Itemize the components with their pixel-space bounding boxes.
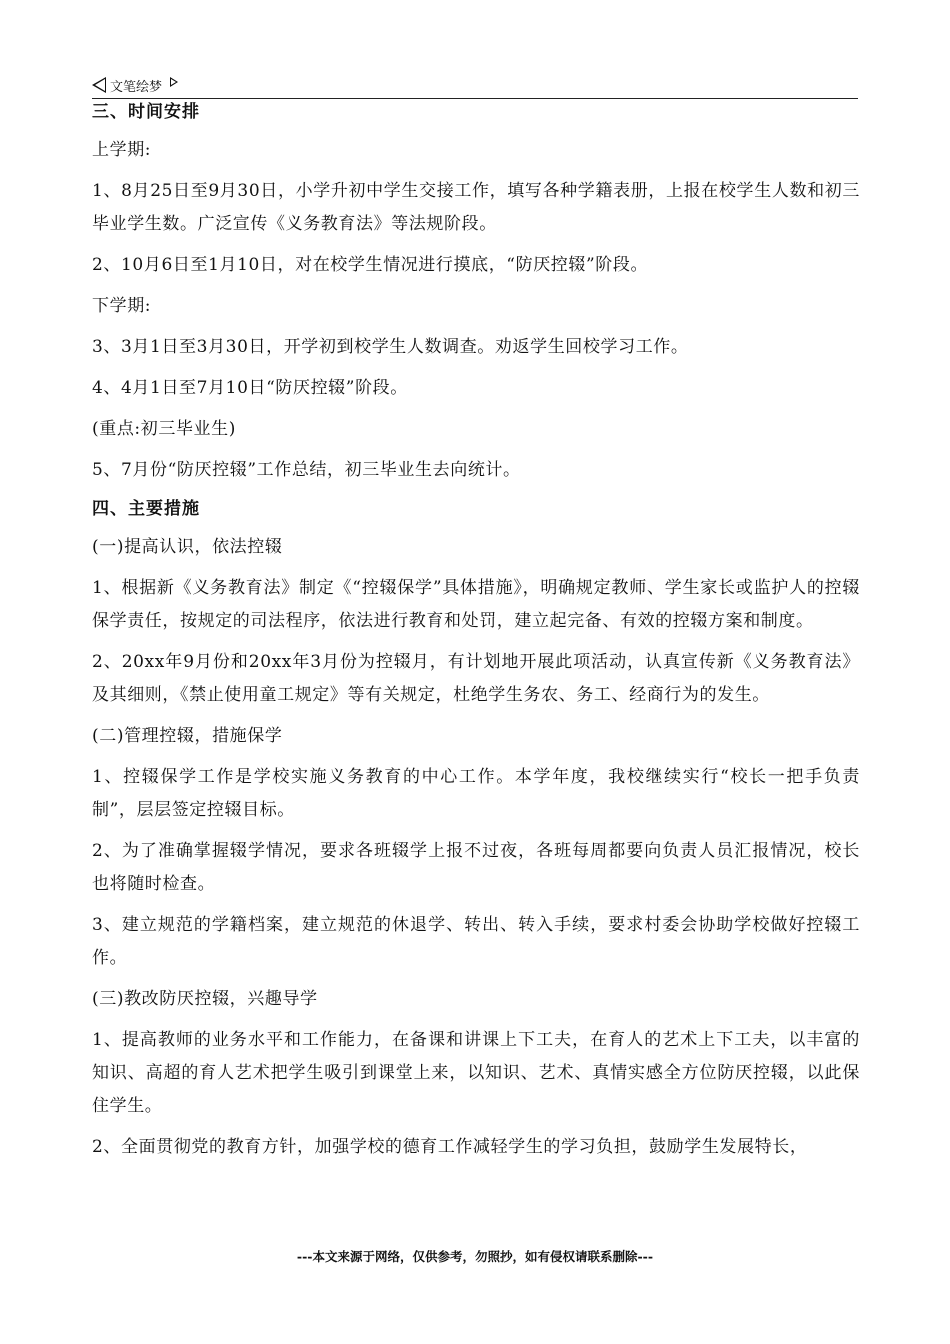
paragraph: 2、20xx年9月份和20xx年3月份为控辍月，有计划地开展此项活动，认真宣传新《义务教育法》及其细则，《禁止使用童工规定》等有关规定，杜绝学生务农、务工、经商行为的发生。 [92, 652, 860, 705]
document-body [92, 98, 860, 1172]
section-heading: 四、主要措施 [92, 499, 200, 519]
paragraph: 1、8月25日至9月30日，小学升初中学生交接工作，填写各种学籍表册，上报在校学生人数和初三毕业学生数。广泛宣传《义务教育法》等法规阶段。 [92, 181, 860, 234]
page-header [92, 74, 858, 99]
paragraph: 1、控辍保学工作是学校实施义务教育的中心工作。本学年度，我校继续实行“校长一把手负责制”，层层签定控辍目标。 [92, 767, 860, 820]
left-triangle-icon [92, 77, 106, 93]
paragraph: 3、3月1日至3月30日，开学初到校学生人数调查。劝返学生回校学习工作。 [92, 337, 689, 357]
paragraph: 3、建立规范的学籍档案，建立规范的休退学、转出、转入手续，要求村委会协助学校做好控辍工作。 [92, 915, 860, 968]
paragraph: 4、4月1日至7月10日“防厌控辍”阶段。 [92, 378, 408, 398]
brand-logo [92, 75, 178, 95]
paragraph: 2、全面贯彻党的教育方针，加强学校的德育工作减轻学生的学习负担，鼓励学生发展特长， [92, 1137, 808, 1157]
brand-name: 文笔绘梦 [110, 79, 163, 95]
paragraph: (二)管理控辍，措施保学 [92, 726, 283, 746]
paragraph: 1、根据新《义务教育法》制定《“控辍保学”具体措施》，明确规定教师、学生家长或监护人的控辍保学责任，按规定的司法程序，依法进行教育和处罚，建立起完备、有效的控辍方案和制度。 [92, 578, 860, 631]
paragraph: 2、10月6日至1月10日，对在校学生情况进行摸底，“防厌控辍”阶段。 [92, 255, 649, 275]
page-footer-disclaimer: ---本文来源于网络，仅供参考，勿照抄，如有侵权请联系删除--- [296, 1249, 654, 1264]
paragraph: 1、提高教师的业务水平和工作能力，在备课和讲课上下工夫，在育人的艺术上下工夫，以丰富的知识、高超的育人艺术把学生吸引到课堂上来，以知识、艺术、真情实感全方位防厌控辍，以此保住学生。 [92, 1030, 860, 1116]
paragraph: (重点:初三毕业生) [92, 419, 236, 439]
paragraph: 上学期: [92, 140, 152, 160]
section-heading: 三、时间安排 [92, 102, 200, 122]
paragraph: (三)教改防厌控辍，兴趣导学 [92, 989, 318, 1009]
right-triangle-icon [170, 77, 178, 87]
paragraph: 5、7月份“防厌控辍”工作总结，初三毕业生去向统计。 [92, 460, 521, 480]
paragraph: 2、为了准确掌握辍学情况，要求各班辍学上报不过夜，各班每周都要向负责人员汇报情况，校长也将随时检查。 [92, 841, 860, 894]
paragraph: (一)提高认识，依法控辍 [92, 537, 283, 557]
paragraph: 下学期: [92, 296, 152, 316]
